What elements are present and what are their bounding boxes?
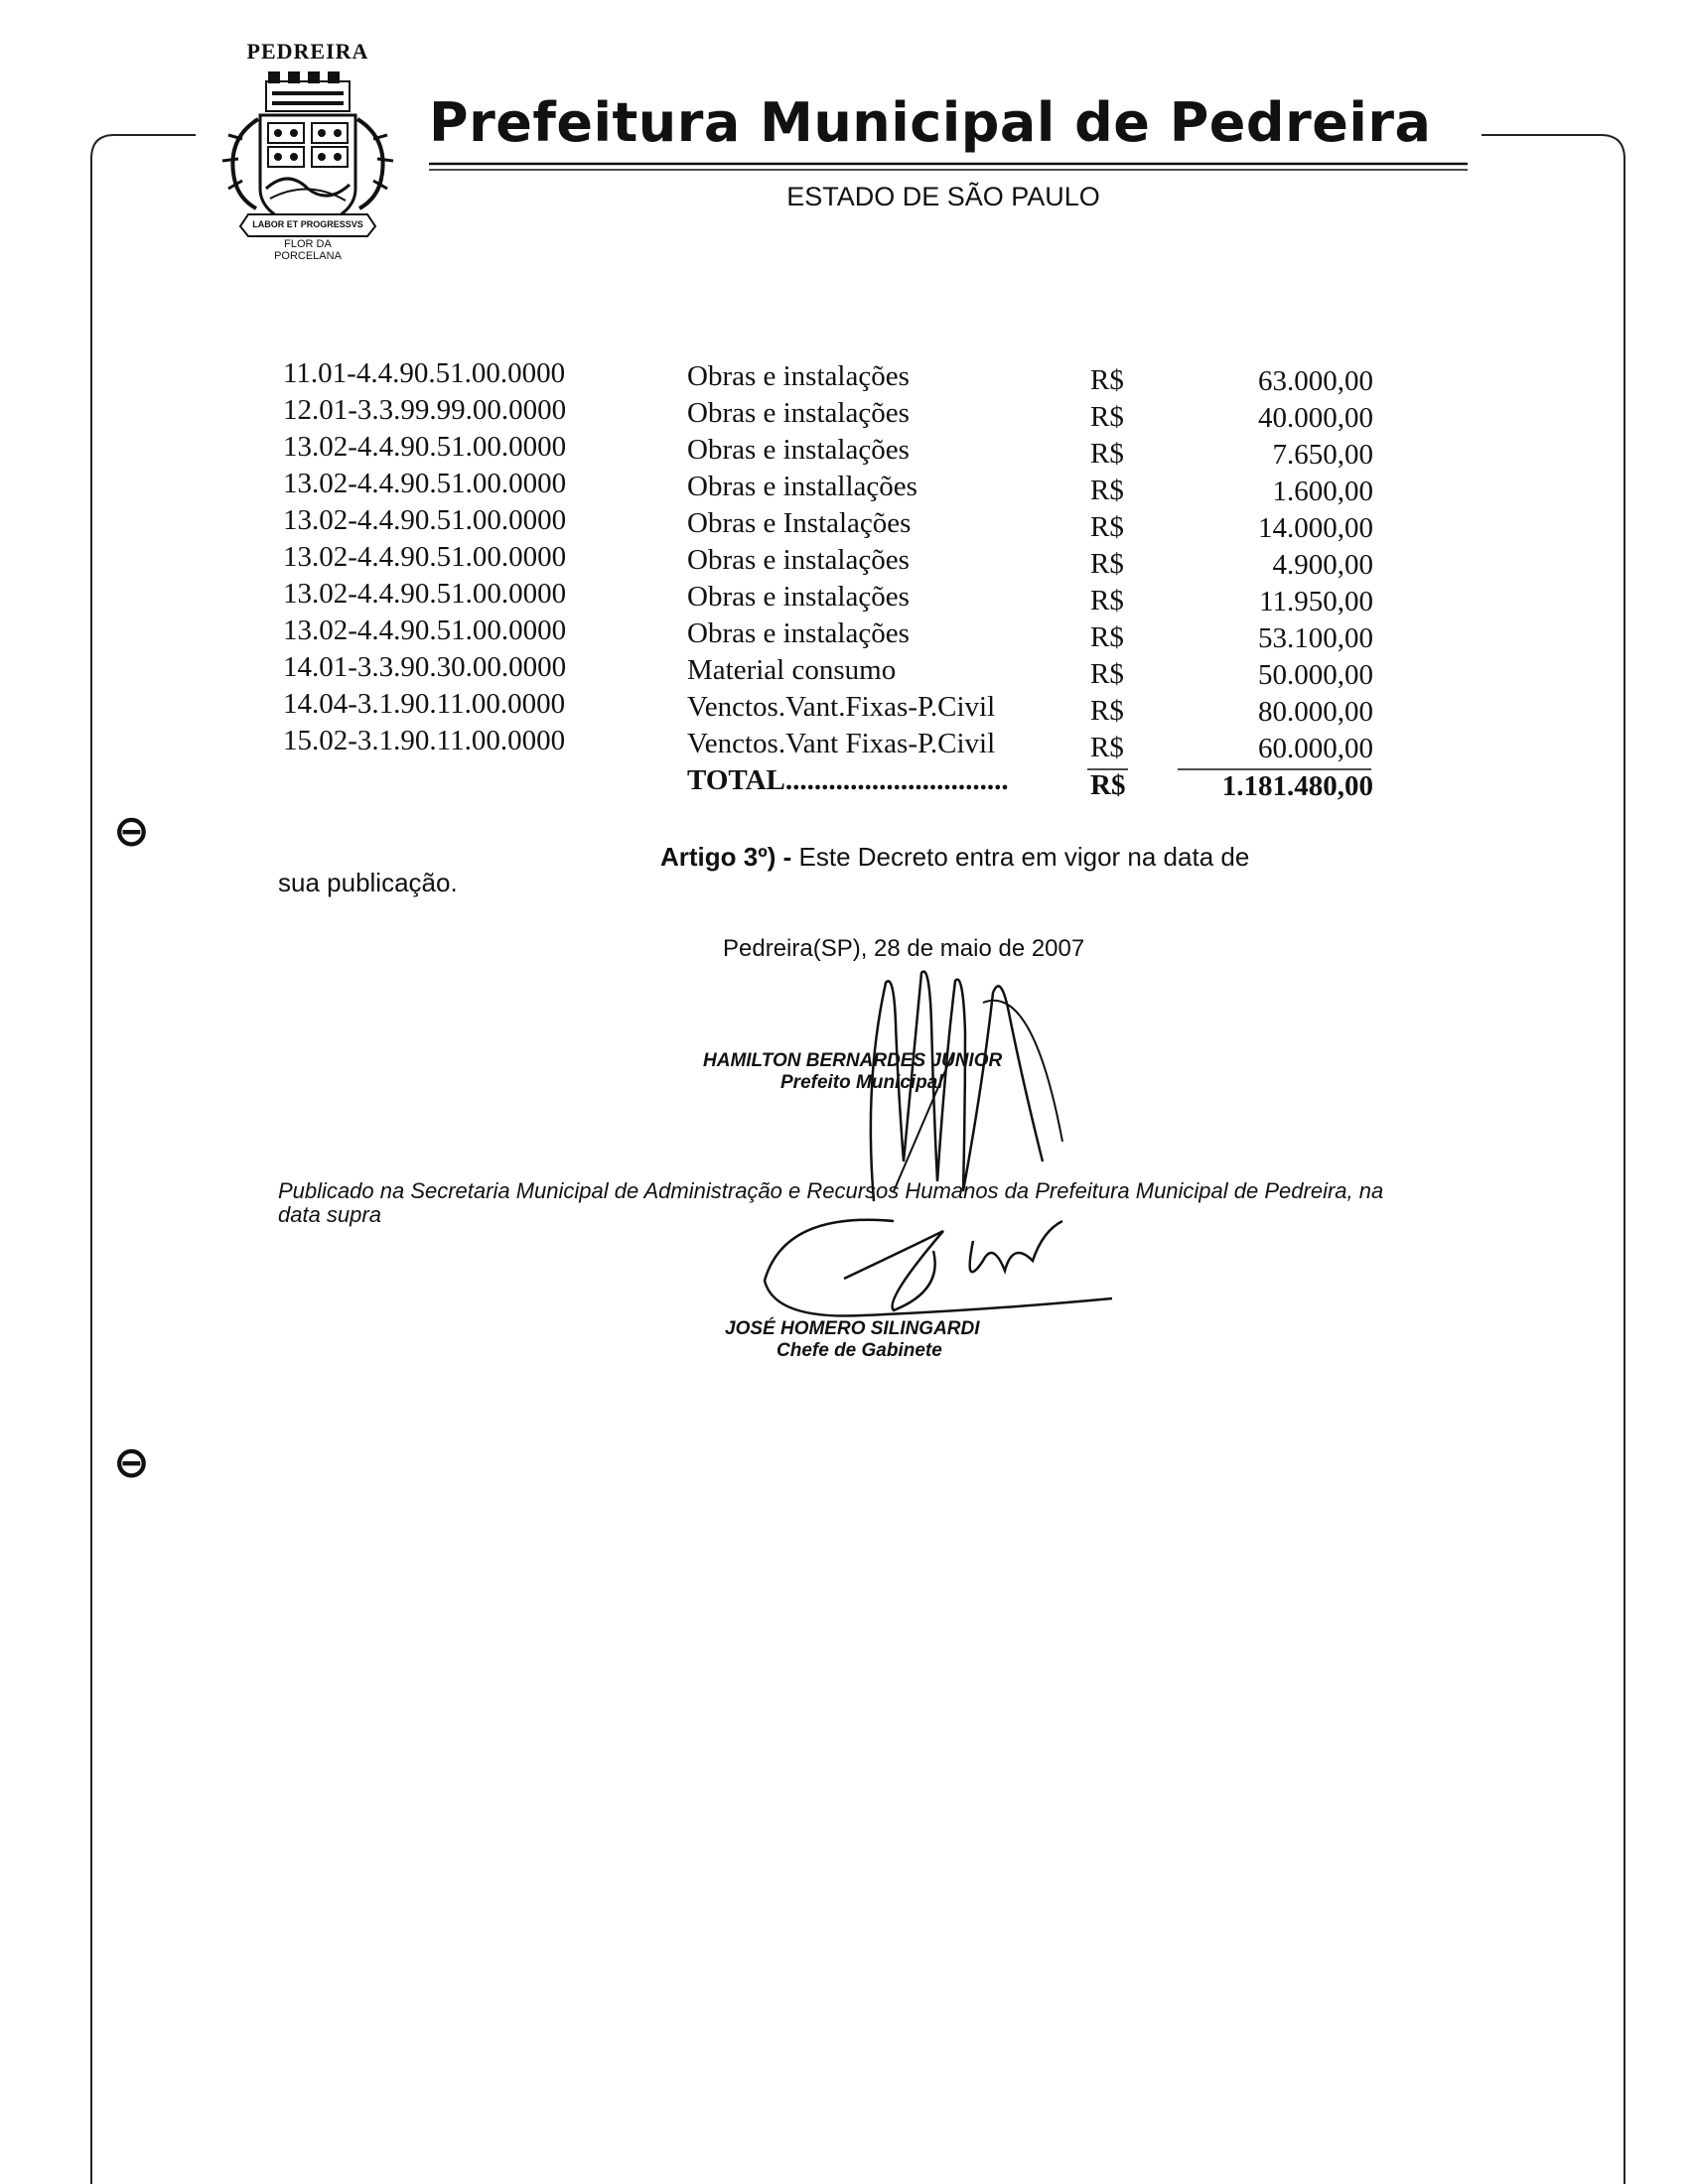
municipal-crest [209,40,407,268]
total-label: TOTAL............................... [687,764,1009,796]
article-body-line2: sua publicação. [278,868,458,897]
crest-top-text: PEDREIRA [246,39,369,64]
row-description: Material consumo [687,654,897,686]
row-description: Venctos.Vant Fixas-P.Civil [687,728,996,759]
row-code: 15.02-3.1.90.11.00.0000 [283,725,566,756]
total-currency: R$ [1090,769,1126,801]
row-description: Obras e instalações [687,434,910,466]
row-description: Obras e instalações [687,397,910,429]
page-subtitle: ESTADO DE SÃO PAULO [786,182,1100,211]
row-description: Obras e Instalações [687,507,912,539]
row-amount: 7.650,00 [1272,439,1373,471]
row-description: Obras e instalações [687,360,910,392]
row-currency: R$ [1090,511,1124,543]
row-currency: R$ [1090,585,1124,616]
row-amount: 60.000,00 [1258,733,1373,764]
row-currency: R$ [1090,401,1124,433]
row-currency: R$ [1090,475,1124,506]
row-amount: 50.000,00 [1258,659,1373,691]
signatory-2-name: JOSÉ HOMERO SILINGARDI [725,1318,980,1339]
article-label: Artigo 3º) - [660,842,792,872]
row-code: 13.02-4.4.90.51.00.0000 [283,431,567,463]
total-amount: 1.181.480,00 [1221,770,1373,802]
publication-note: Publicado na Secretaria Municipal de Administração e Recursos Humanos da Prefeitura Municipal de Pedreira, na data supra [278,1178,1384,1227]
crest-motto: LABOR ET PROGRESSVS [252,219,363,229]
row-currency: R$ [1090,621,1124,653]
row-amount: 80.000,00 [1258,696,1373,728]
row-amount: 40.000,00 [1258,402,1373,434]
signatory-1-role: Prefeito Municipal [780,1072,943,1093]
row-currency: R$ [1090,695,1124,727]
row-description: Venctos.Vant.Fixas-P.Civil [687,691,996,723]
row-description: Obras e instalações [687,617,910,649]
punch-hole-icon: ⊖ [113,806,150,857]
signatory-2-role: Chefe de Gabinete [776,1340,942,1361]
row-code: 11.01-4.4.90.51.00.0000 [283,357,566,389]
row-description: Obras e instalações [687,581,910,613]
row-amount: 63.000,00 [1258,365,1373,397]
row-currency: R$ [1090,438,1124,470]
row-currency: R$ [1090,732,1124,763]
row-description: Obras e installações [687,471,917,502]
signatory-1-name: HAMILTON BERNARDES JUNIOR [703,1050,1003,1071]
crest-flor-line1: FLOR DA [284,238,332,250]
row-code: 13.02-4.4.90.51.00.0000 [283,541,567,573]
row-code: 13.02-4.4.90.51.00.0000 [283,468,567,499]
row-amount: 53.100,00 [1258,622,1373,654]
row-currency: R$ [1090,364,1124,396]
row-code: 13.02-4.4.90.51.00.0000 [283,578,567,610]
row-amount: 14.000,00 [1258,512,1373,544]
row-code: 13.02-4.4.90.51.00.0000 [283,614,567,646]
row-amount: 4.900,00 [1272,549,1373,581]
article-body-line1: Este Decreto entra em vigor na data de [798,842,1250,872]
crest-flor-line2: PORCELANA [274,250,342,262]
article-text [660,842,1249,873]
row-code: 13.02-4.4.90.51.00.0000 [283,504,567,536]
row-code: 14.04-3.1.90.11.00.0000 [283,688,566,720]
row-code: 12.01-3.3.99.99.00.0000 [283,394,567,426]
place-date: Pedreira(SP), 28 de maio de 2007 [723,935,1085,962]
row-amount: 11.950,00 [1259,586,1373,617]
row-amount: 1.600,00 [1272,476,1373,507]
page-title: Prefeitura Municipal de Pedreira [429,91,1432,154]
row-code: 14.01-3.3.90.30.00.0000 [283,651,567,683]
row-currency: R$ [1090,658,1124,690]
punch-hole-icon: ⊖ [113,1437,150,1488]
row-currency: R$ [1090,548,1124,580]
row-description: Obras e instalações [687,544,910,576]
